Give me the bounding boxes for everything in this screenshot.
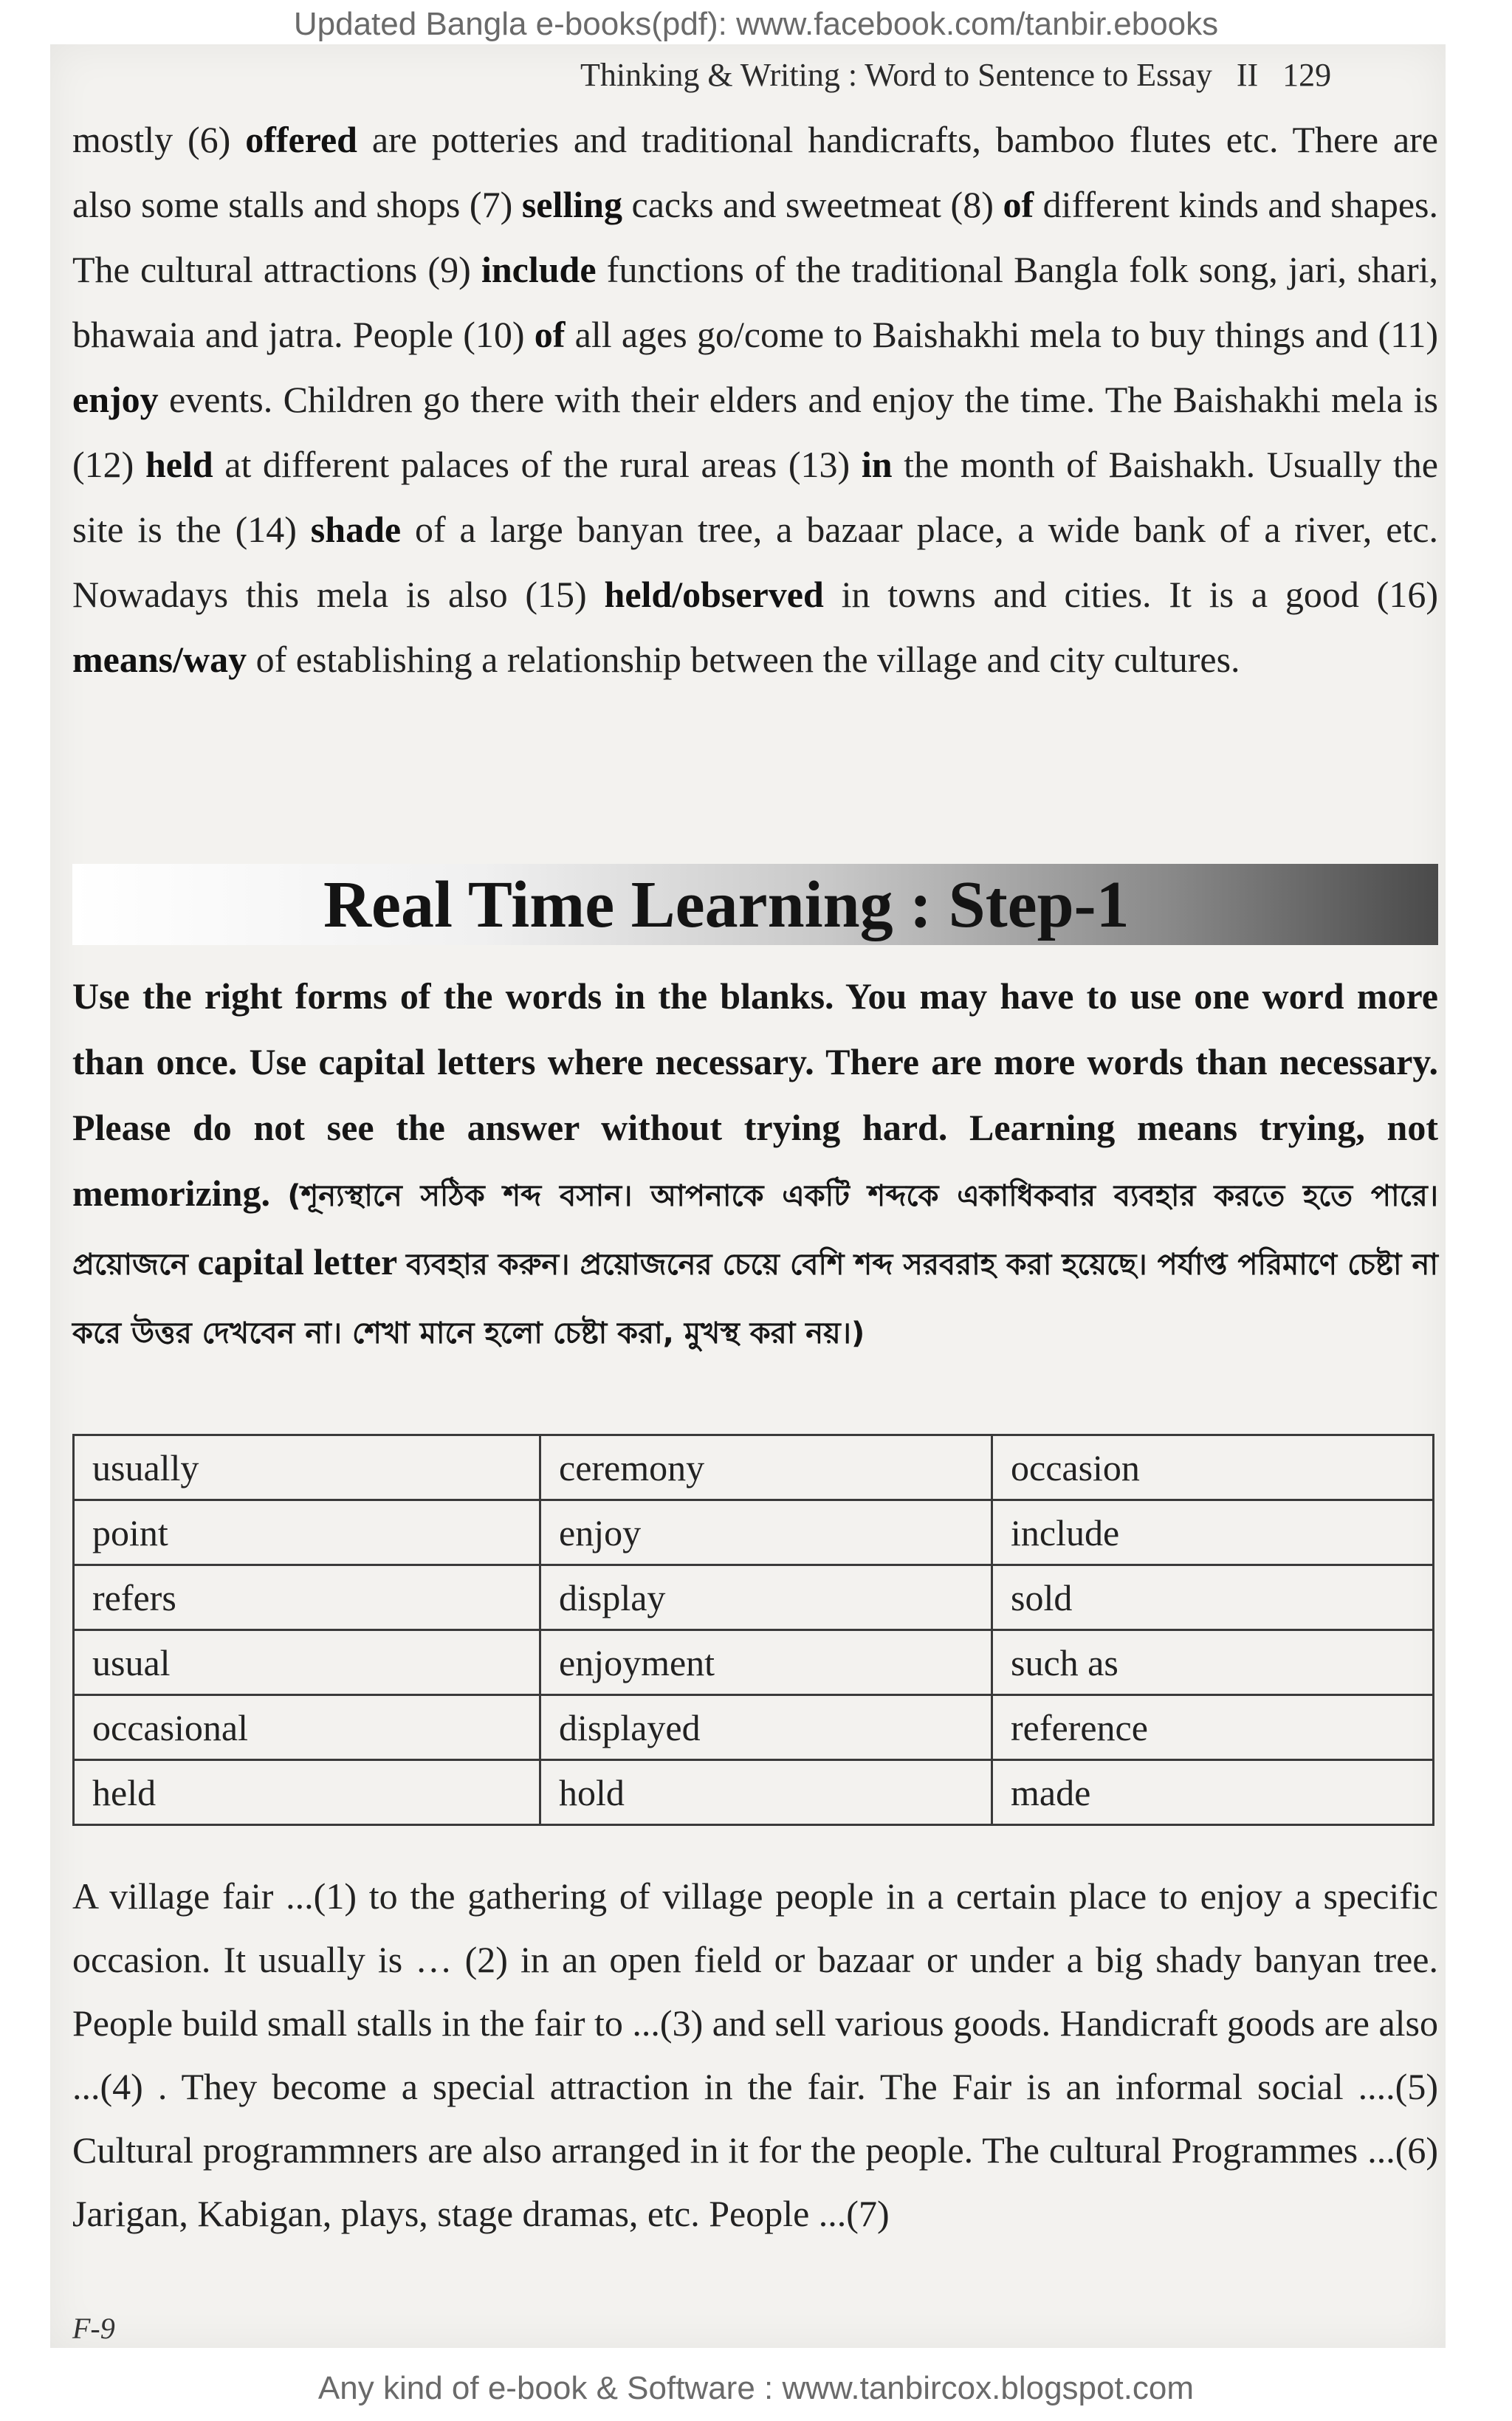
table-cell: enjoy	[540, 1500, 992, 1565]
table-cell: display	[540, 1565, 992, 1630]
section-title: Real Time Learning : Step-1	[323, 868, 1130, 941]
answer-text: mostly (6)	[72, 119, 246, 160]
answer-word: of	[534, 314, 566, 355]
running-head-title: Thinking & Writing : Word to Sentence to Essay	[580, 57, 1212, 93]
table-cell: occasion	[992, 1435, 1434, 1500]
table-cell: made	[992, 1760, 1434, 1825]
table-cell: such as	[992, 1630, 1434, 1695]
running-head	[580, 56, 1451, 94]
top-watermark: Updated Bangla e-books(pdf): www.facebook.com/tanbir.ebooks	[293, 6, 1219, 42]
answer-text: the month of Baishakh. Usually the site is the (14)	[72, 444, 1438, 550]
answer-text: are potteries and traditional handicrafts, bamboo flutes etc. There are also some stalls and shops (7)	[72, 119, 1438, 225]
table-cell: sold	[992, 1565, 1434, 1630]
answer-word: offered	[245, 119, 357, 160]
running-head-separator: II	[1236, 57, 1259, 93]
table-row	[74, 1630, 1434, 1695]
table-cell: point	[74, 1500, 540, 1565]
table-cell: occasional	[74, 1695, 540, 1760]
book-page	[50, 44, 1446, 2348]
bottom-watermark: Any kind of e-book & Software : www.tanbircox.blogspot.com	[317, 2370, 1195, 2406]
exercise-paragraph: A village fair ...(1) to the gathering of village people in a certain place to enjoy a specific occasion. It usually is … (2) in an open field or bazaar or under a big shady banyan tree. People build small stalls in the fair to ...(3) and sell various goods. Handicraft goods are also ...(4) . They become a special attraction in the fair. The Fair is an informal social ....(5) Cultural programmners are also arranged in it for the people. The cultural Programmes ...(6) Jarigan, Kabigan, plays, stage dramas, etc. People ...(7)	[72, 1875, 1438, 2234]
table-cell: enjoyment	[540, 1630, 992, 1695]
table-cell: refers	[74, 1565, 540, 1630]
page-number: 129	[1282, 57, 1332, 93]
table-cell: usually	[74, 1435, 540, 1500]
table-cell: held	[74, 1760, 540, 1825]
instructions-bangla-part1: (শূন্যস্থানে সঠিক শব্দ বসান। আপনাকে একটি শব্দকে একাধিকবার ব্যবহার করতে হতে পারে। প্রয়োজনে	[72, 1179, 1439, 1282]
answer-text: different kinds and shapes. The cultural attractions (9)	[72, 184, 1439, 290]
answer-paragraph	[72, 107, 1438, 692]
answer-word: enjoy	[72, 379, 159, 420]
table-cell: reference	[992, 1695, 1434, 1760]
instructions-capital-letter: capital letter	[197, 1241, 397, 1282]
answer-word: means/way	[72, 639, 247, 680]
answer-text: at different palaces of the rural areas (13)	[213, 444, 862, 485]
answer-text: functions of the traditional Bangla folk song, jari, shari, bhawaia and jatra. People (10)	[72, 249, 1438, 355]
table-row	[74, 1695, 1434, 1760]
section-banner	[72, 864, 1438, 945]
exercise-instructions	[72, 964, 1438, 1367]
signature-mark: F-9	[72, 2312, 115, 2345]
answer-word: held/observed	[604, 574, 824, 615]
table-row	[74, 1565, 1434, 1630]
table-cell: include	[992, 1500, 1434, 1565]
table-cell: hold	[540, 1760, 992, 1825]
word-bank-table	[72, 1434, 1434, 1826]
answer-text: cacks and sweetmeat (8)	[622, 184, 1003, 225]
answer-word: of	[1003, 184, 1034, 225]
table-row	[74, 1760, 1434, 1825]
answer-text: of establishing a relationship between the village and city cultures.	[247, 639, 1240, 680]
answer-word: include	[481, 249, 597, 290]
table-cell: displayed	[540, 1695, 992, 1760]
instructions-bangla-part2: ব্যবহার করুন। প্রয়োজনের চেয়ে বেশি শব্দ সরবরাহ করা হয়েছে। পর্যাপ্ত পরিমাণে চেষ্টা না করে উত্তর দেখবেন না। শেখা মানে হলো চেষ্টা করা, মুখস্থ করা নয়।)	[72, 1248, 1438, 1350]
answer-word: shade	[310, 509, 402, 550]
answer-text: in towns and cities. It is a good (16)	[823, 574, 1438, 615]
table-row	[74, 1500, 1434, 1565]
answer-word: selling	[521, 184, 622, 225]
table-cell: ceremony	[540, 1435, 992, 1500]
answer-text: of a large banyan tree, a bazaar place, a wide bank of a river, etc. Nowadays this mela is also (15)	[72, 509, 1438, 615]
instructions-english: Use the right forms of the words in the blanks. You may have to use one word more than once. Use capital letters where necessary. There are more words than necessary. Please do not see the answer without trying hard. Learning means trying, not memorizing.	[72, 975, 1438, 1214]
table-row	[74, 1435, 1434, 1500]
table-cell: usual	[74, 1630, 540, 1695]
answer-word: in	[861, 444, 893, 485]
answer-word: held	[145, 444, 213, 485]
answer-text: events. Children go there with their elders and enjoy the time. The Baishakhi mela is (12)	[72, 379, 1438, 485]
answer-text: all ages go/come to Baishakhi mela to buy things and (11)	[565, 314, 1438, 355]
